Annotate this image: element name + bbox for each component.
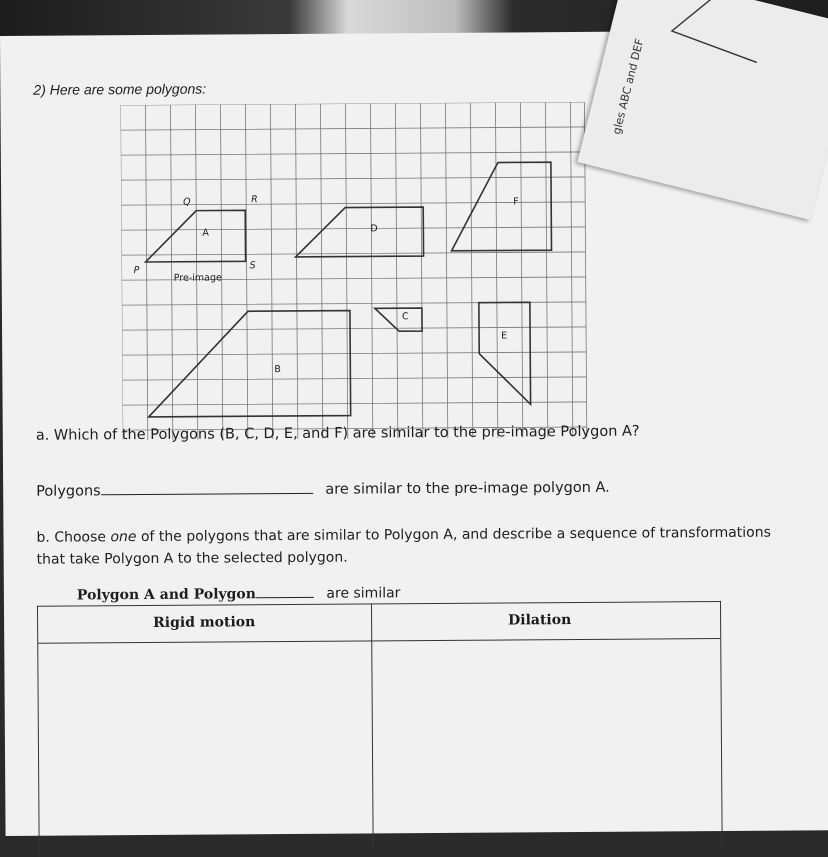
label-preimage: Pre-image	[173, 272, 222, 284]
polygon-b	[148, 311, 351, 417]
part-a-question: a. Which of the Polygons (B, C, D, E, and F) are similar to the pre-image Polygon A?	[35, 423, 640, 444]
part-b-line-1	[36, 525, 771, 546]
table-header	[38, 602, 720, 644]
label-q: Q	[183, 196, 191, 208]
polygons-label: Polygons	[36, 483, 101, 500]
label-c: C	[401, 311, 409, 323]
polygons-answer-blank[interactable]	[101, 493, 313, 495]
header-rigid-motion: Rigid motion	[153, 614, 256, 631]
similar-prefix: Polygon A and Polygon	[76, 586, 256, 604]
part-b-line-2: that take Polygon A to the selected polygon.	[36, 549, 348, 568]
label-e: E	[501, 330, 508, 342]
label-a: A	[202, 227, 209, 239]
polygon-grid	[120, 102, 592, 445]
similar-line	[77, 585, 401, 603]
transformation-table	[37, 601, 723, 857]
label-s: S	[249, 260, 256, 272]
polygon-d	[295, 207, 423, 257]
header-dilation: Dilation	[508, 612, 572, 629]
dilation-cell[interactable]	[372, 639, 721, 854]
label-b: B	[274, 364, 281, 376]
polygons-suffix: are similar to the pre-image polygon A.	[325, 479, 610, 498]
label-p: P	[133, 265, 140, 277]
polygon-choice-blank[interactable]	[256, 597, 314, 598]
question-title: 2) Here are some polygons:	[33, 80, 207, 98]
label-d: D	[370, 223, 378, 235]
part-b-rest: of the polygons that are similar to Polygon A, and describe a sequence of transformations	[140, 524, 771, 546]
label-r: R	[251, 194, 258, 206]
part-b-emphasis: one	[110, 529, 137, 546]
similar-suffix: are similar	[326, 585, 401, 602]
part-b-prefix: b. Choose	[36, 529, 107, 546]
polygons-answer-line	[36, 480, 610, 500]
rigid-motion-cell[interactable]	[38, 641, 372, 856]
label-f: F	[513, 196, 519, 208]
side-text-1: gles ABC and DEF	[609, 37, 647, 136]
polygon-f	[451, 162, 552, 251]
